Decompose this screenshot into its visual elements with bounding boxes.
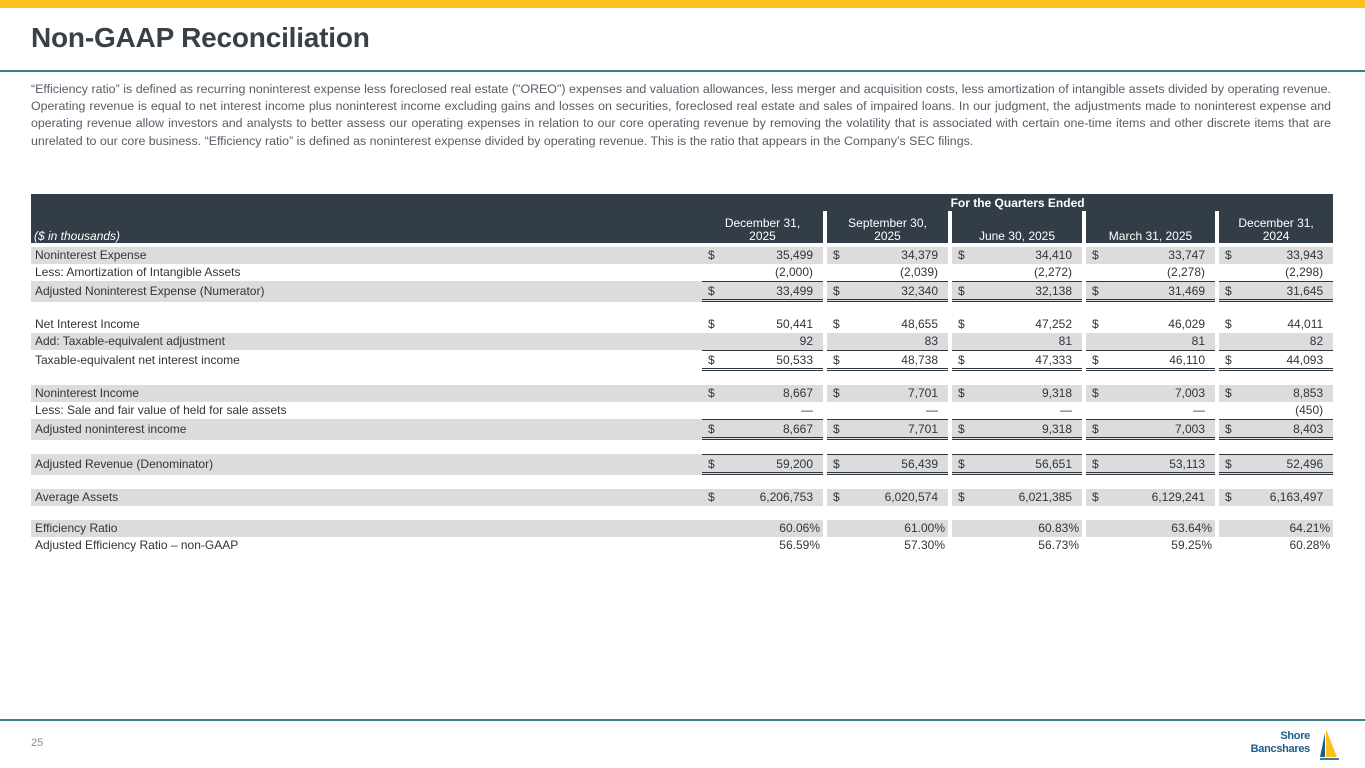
column-header-line: 2024 bbox=[1262, 229, 1290, 243]
row-label: Adjusted Efficiency Ratio – non-GAAP bbox=[35, 538, 239, 552]
table-row bbox=[31, 316, 1333, 333]
reconciliation-table bbox=[31, 194, 1333, 554]
cell-value: 59,200 bbox=[726, 454, 823, 475]
cell-value: (2,039) bbox=[899, 265, 938, 279]
cell-value: (2,000) bbox=[774, 265, 813, 279]
currency-symbol bbox=[1219, 333, 1243, 350]
cell-value: 32,340 bbox=[851, 281, 948, 302]
row-label: Adjusted Revenue (Denominator) bbox=[31, 454, 702, 475]
currency-symbol: $ bbox=[702, 247, 726, 264]
column-header-mar-2025 bbox=[1086, 211, 1215, 243]
currency-symbol: $ bbox=[1086, 281, 1110, 302]
title-divider bbox=[0, 70, 1365, 72]
table-row bbox=[31, 385, 1333, 402]
currency-symbol: $ bbox=[827, 350, 851, 371]
cell-value: 46,029 bbox=[1168, 317, 1205, 331]
currency-symbol bbox=[1086, 537, 1110, 554]
cell-value: 82 bbox=[1243, 333, 1333, 350]
cell-value: (2,298) bbox=[1285, 265, 1324, 279]
cell-value: 56.59% bbox=[779, 538, 820, 552]
cell-value: 33,747 bbox=[1110, 247, 1215, 264]
currency-symbol: $ bbox=[1086, 489, 1110, 506]
cell-value: 44,011 bbox=[1287, 317, 1324, 331]
currency-symbol: $ bbox=[1086, 350, 1110, 371]
cell-value: 7,701 bbox=[851, 419, 948, 440]
currency-symbol: $ bbox=[1086, 247, 1110, 264]
currency-symbol bbox=[1219, 537, 1243, 554]
currency-symbol: $ bbox=[827, 247, 851, 264]
cell-value: 56,439 bbox=[851, 454, 948, 475]
cell-value: 64.21% bbox=[1243, 520, 1333, 537]
cell-value: 9,318 bbox=[976, 385, 1082, 402]
currency-symbol: $ bbox=[702, 454, 726, 475]
cell-value: 57.30% bbox=[904, 538, 945, 552]
column-header-jun-2025 bbox=[952, 211, 1082, 243]
currency-symbol: $ bbox=[952, 247, 976, 264]
table-row bbox=[31, 402, 1333, 419]
cell-value: 8,403 bbox=[1243, 419, 1333, 440]
currency-symbol bbox=[1086, 264, 1110, 281]
currency-symbol bbox=[702, 333, 726, 350]
currency-symbol bbox=[827, 402, 851, 419]
currency-symbol bbox=[1219, 264, 1243, 281]
cell-value: 8,667 bbox=[726, 419, 823, 440]
quarters-group-header: For the Quarters Ended bbox=[702, 194, 1333, 211]
cell-value: 61.00% bbox=[851, 520, 948, 537]
currency-symbol: $ bbox=[1219, 419, 1243, 440]
cell-value: 48,738 bbox=[851, 350, 948, 371]
cell-value: 34,379 bbox=[851, 247, 948, 264]
cell-value: 31,645 bbox=[1243, 281, 1333, 302]
cell-value: 7,701 bbox=[851, 385, 948, 402]
cell-value: 60.83% bbox=[976, 520, 1082, 537]
currency-symbol bbox=[702, 264, 726, 281]
row-label: Average Assets bbox=[31, 489, 702, 506]
column-header-dec-2024 bbox=[1219, 211, 1333, 243]
company-logo bbox=[1250, 727, 1340, 761]
row-label: Adjusted Noninterest Expense (Numerator) bbox=[31, 281, 702, 302]
currency-symbol bbox=[1219, 520, 1243, 537]
cell-value: 33,943 bbox=[1243, 247, 1333, 264]
cell-value: 46,110 bbox=[1110, 350, 1215, 371]
table-row bbox=[31, 454, 1333, 475]
logo-line-1: Shore bbox=[1280, 730, 1310, 742]
cell-value: 6,163,497 bbox=[1243, 489, 1333, 506]
currency-symbol: $ bbox=[827, 385, 851, 402]
currency-symbol: $ bbox=[1219, 350, 1243, 371]
cell-value: 34,410 bbox=[976, 247, 1082, 264]
currency-symbol: $ bbox=[952, 385, 976, 402]
currency-symbol bbox=[1086, 333, 1110, 350]
currency-symbol: $ bbox=[958, 317, 965, 331]
page-title: Non-GAAP Reconciliation bbox=[31, 22, 370, 53]
cell-value: 92 bbox=[726, 333, 823, 350]
cell-value: 8,667 bbox=[726, 385, 823, 402]
cell-value: 56,651 bbox=[976, 454, 1082, 475]
row-label: Less: Sale and fair value of held for sale assets bbox=[35, 403, 287, 417]
currency-symbol bbox=[1086, 402, 1110, 419]
currency-symbol bbox=[952, 537, 976, 554]
cell-value: 56.73% bbox=[1038, 538, 1079, 552]
cell-value: 63.64% bbox=[1110, 520, 1215, 537]
currency-symbol: $ bbox=[833, 317, 840, 331]
column-header-line: September 30, bbox=[848, 216, 927, 230]
row-label: Noninterest Expense bbox=[31, 247, 702, 264]
column-header-line: June 30, 2025 bbox=[978, 229, 1056, 243]
table-row bbox=[31, 247, 1333, 264]
currency-symbol bbox=[827, 264, 851, 281]
currency-symbol: $ bbox=[708, 317, 715, 331]
cell-value: — bbox=[801, 403, 813, 417]
currency-symbol: $ bbox=[1219, 385, 1243, 402]
currency-symbol: $ bbox=[827, 454, 851, 475]
currency-symbol bbox=[827, 520, 851, 537]
table-row bbox=[31, 489, 1333, 506]
currency-symbol bbox=[952, 402, 976, 419]
table-row bbox=[31, 264, 1333, 281]
sail-icon bbox=[1320, 727, 1340, 761]
currency-symbol bbox=[702, 520, 726, 537]
currency-symbol bbox=[702, 402, 726, 419]
currency-symbol bbox=[1219, 402, 1243, 419]
cell-value: 60.06% bbox=[726, 520, 823, 537]
column-header-line: December 31, bbox=[1238, 216, 1314, 230]
cell-value: 47,333 bbox=[976, 350, 1082, 371]
currency-symbol: $ bbox=[702, 350, 726, 371]
logo-wordmark bbox=[1251, 730, 1310, 756]
currency-symbol: $ bbox=[1086, 385, 1110, 402]
currency-symbol: $ bbox=[1225, 317, 1232, 331]
cell-value: 8,853 bbox=[1243, 385, 1333, 402]
currency-symbol: $ bbox=[827, 419, 851, 440]
cell-value: 6,206,753 bbox=[726, 489, 823, 506]
currency-symbol bbox=[1086, 520, 1110, 537]
currency-symbol: $ bbox=[1086, 454, 1110, 475]
cell-value: 32,138 bbox=[976, 281, 1082, 302]
cell-value: 83 bbox=[851, 333, 948, 350]
cell-value: 44,093 bbox=[1243, 350, 1333, 371]
currency-symbol bbox=[952, 520, 976, 537]
currency-symbol: $ bbox=[952, 454, 976, 475]
currency-symbol: $ bbox=[1219, 281, 1243, 302]
column-header-sep-2025 bbox=[827, 211, 948, 243]
currency-symbol: $ bbox=[1086, 419, 1110, 440]
intro-paragraph: “Efficiency ratio” is defined as recurring noninterest expense less foreclosed real estate ("OREO") expenses and valuation allowances, less merger and acquisition costs, less amortization of intangible assets divided by operating revenue. Operating revenue is equal to net interest income plus noninterest income excluding gains and losses on securities, foreclosed real estate and sales of impaired loans. In our judgment, the adjustments made to noninterest expense and operating revenue allow investors and analysts to better assess our operating expenses in relation to our core operating revenue by removing the volatility that is associated with certain one-time items and other discrete items that are unrelated to our core business. “Efficiency ratio” is defined as noninterest expense divided by operating revenue. This is the ratio that appears in the Company’s SEC filings. bbox=[31, 82, 1331, 148]
cell-value: 53,113 bbox=[1110, 454, 1215, 475]
currency-symbol: $ bbox=[952, 489, 976, 506]
table-row bbox=[31, 350, 1333, 371]
page-number: 25 bbox=[31, 737, 44, 749]
currency-symbol: $ bbox=[1219, 454, 1243, 475]
currency-symbol: $ bbox=[827, 281, 851, 302]
column-header-dec-2025 bbox=[702, 211, 823, 243]
cell-value: (2,272) bbox=[1033, 265, 1072, 279]
table-row bbox=[31, 333, 1333, 350]
cell-value: (450) bbox=[1295, 403, 1324, 417]
currency-symbol: $ bbox=[1092, 317, 1099, 331]
cell-value: — bbox=[1060, 403, 1072, 417]
cell-value: 47,252 bbox=[1035, 317, 1072, 331]
footer-divider bbox=[0, 719, 1365, 721]
table-row bbox=[31, 537, 1333, 554]
cell-value: 31,469 bbox=[1110, 281, 1215, 302]
cell-value: 50,441 bbox=[776, 317, 813, 331]
cell-value: 6,021,385 bbox=[976, 489, 1082, 506]
currency-symbol bbox=[952, 264, 976, 281]
cell-value: 35,499 bbox=[726, 247, 823, 264]
currency-symbol: $ bbox=[702, 489, 726, 506]
cell-value: — bbox=[926, 403, 938, 417]
currency-symbol bbox=[827, 333, 851, 350]
currency-symbol: $ bbox=[702, 385, 726, 402]
row-label: Taxable-equivalent net interest income bbox=[35, 353, 240, 367]
currency-symbol bbox=[952, 333, 976, 350]
row-label: Less: Amortization of Intangible Assets bbox=[35, 265, 241, 279]
units-label: ($ in thousands) bbox=[31, 211, 702, 243]
cell-value: — bbox=[1193, 403, 1205, 417]
row-label: Add: Taxable-equivalent adjustment bbox=[31, 333, 702, 350]
cell-value: 9,318 bbox=[976, 419, 1082, 440]
currency-symbol: $ bbox=[1219, 489, 1243, 506]
cell-value: 81 bbox=[976, 333, 1082, 350]
cell-value: 50,533 bbox=[726, 350, 823, 371]
cell-value: 60.28% bbox=[1289, 538, 1331, 552]
row-label: Adjusted noninterest income bbox=[31, 419, 702, 440]
column-header-line: 2025 bbox=[749, 229, 776, 243]
table-row bbox=[31, 520, 1333, 537]
row-label: Efficiency Ratio bbox=[31, 520, 702, 537]
currency-symbol: $ bbox=[702, 281, 726, 302]
cell-value: 6,129,241 bbox=[1110, 489, 1215, 506]
cell-value: 81 bbox=[1110, 333, 1215, 350]
currency-symbol bbox=[827, 537, 851, 554]
logo-line-2: Bancshares bbox=[1250, 743, 1310, 755]
column-header-line: March 31, 2025 bbox=[1108, 229, 1193, 243]
row-label: Net Interest Income bbox=[35, 317, 140, 331]
currency-symbol: $ bbox=[952, 350, 976, 371]
cell-value: 52,496 bbox=[1243, 454, 1333, 475]
cell-value: 7,003 bbox=[1110, 385, 1215, 402]
row-label: Noninterest Income bbox=[31, 385, 702, 402]
header-label-cell bbox=[31, 194, 702, 211]
cell-value: 33,499 bbox=[726, 281, 823, 302]
cell-value: 6,020,574 bbox=[851, 489, 948, 506]
currency-symbol: $ bbox=[827, 489, 851, 506]
column-header-line: 2025 bbox=[874, 229, 901, 243]
table-row bbox=[31, 419, 1333, 440]
currency-symbol: $ bbox=[702, 419, 726, 440]
column-header-line: December 31, bbox=[724, 216, 801, 230]
top-accent-bar bbox=[0, 0, 1365, 8]
currency-symbol: $ bbox=[952, 419, 976, 440]
currency-symbol bbox=[702, 537, 726, 554]
cell-value: (2,278) bbox=[1166, 265, 1205, 279]
cell-value: 48,655 bbox=[901, 317, 938, 331]
currency-symbol: $ bbox=[1219, 247, 1243, 264]
cell-value: 59.25% bbox=[1171, 538, 1212, 552]
cell-value: 7,003 bbox=[1110, 419, 1215, 440]
table-row bbox=[31, 281, 1333, 302]
currency-symbol: $ bbox=[952, 281, 976, 302]
